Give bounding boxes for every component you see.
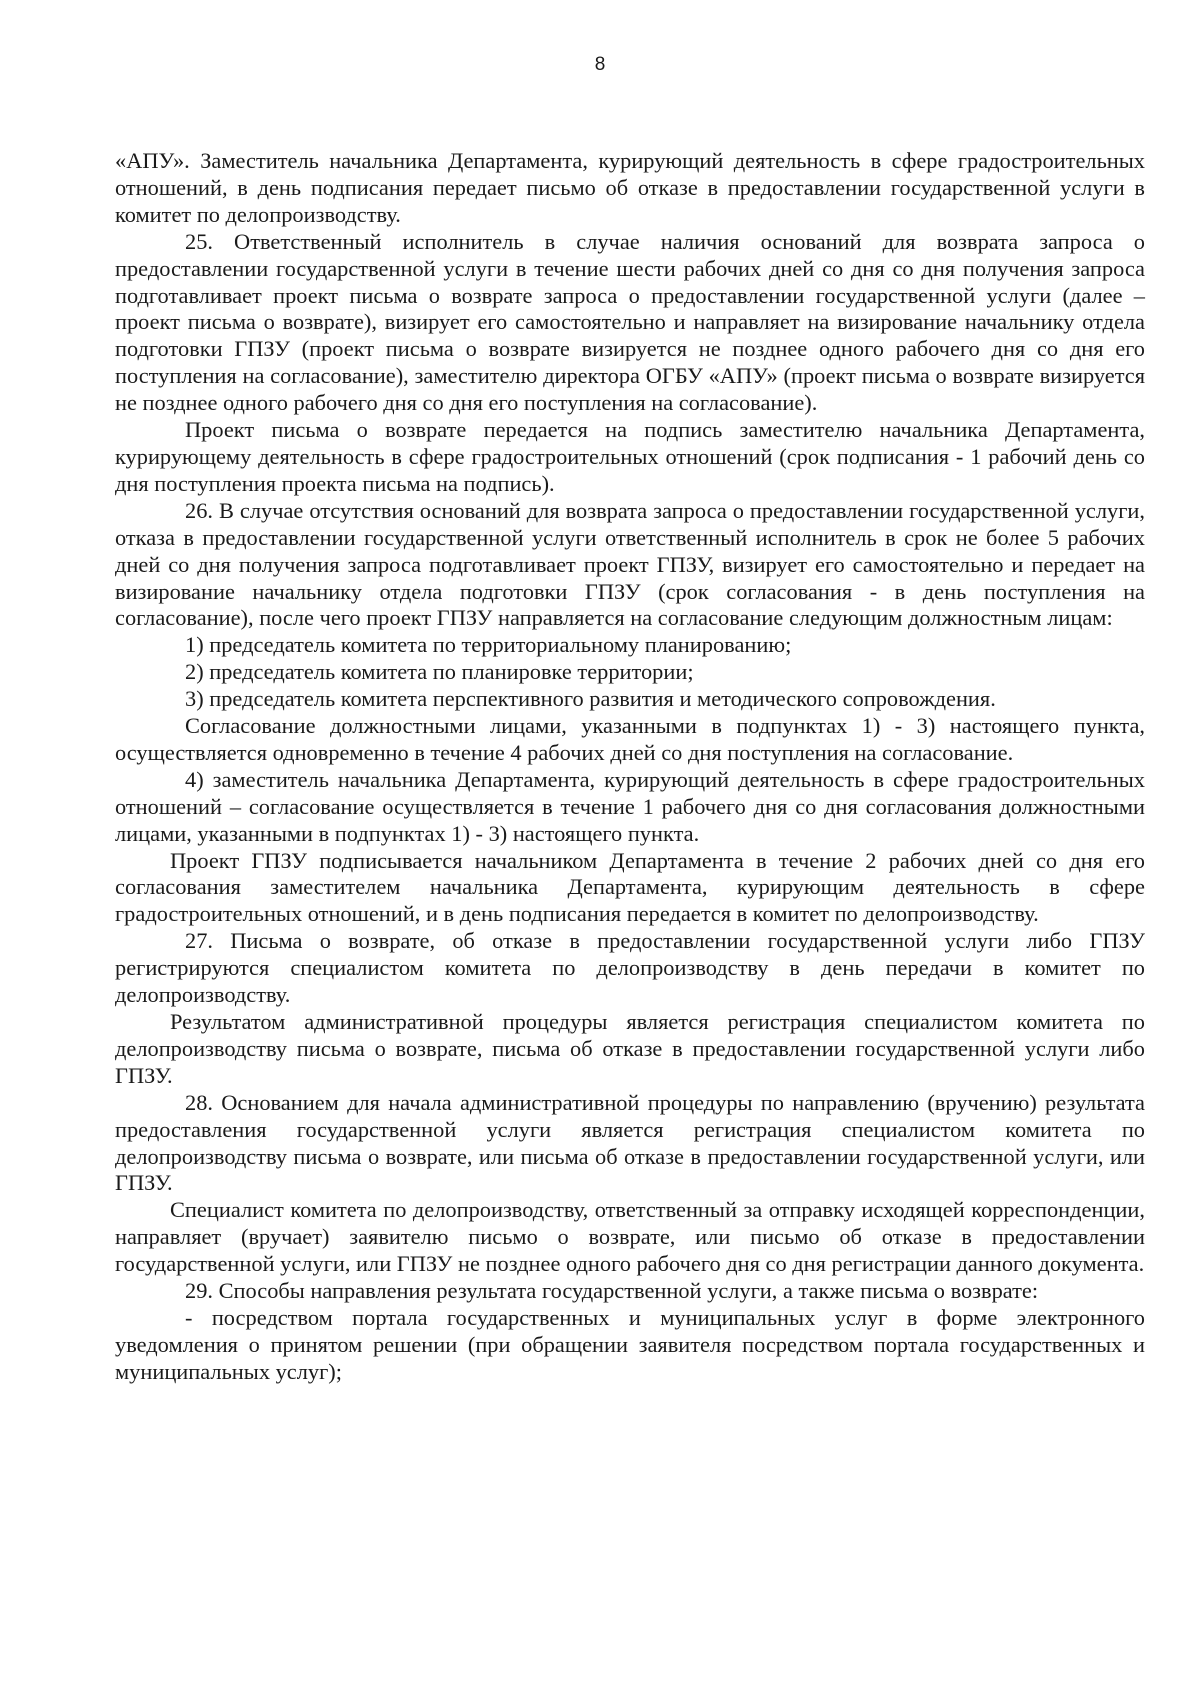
paragraph-item-25: 25. Ответственный исполнитель в случае наличия оснований для возврата запроса о предоставлении государственной услуги в течение шести рабочих дней со дня со дня получения запроса подготавливает проект письма о возврате запроса о предоставлении государственной услуги (далее – проект письма о возврате), визирует его самостоятельно и направляет на визирование начальнику отдела подготовки ГПЗУ (проект письма о возврате визируется не позднее одного рабочего дня со дня его поступления на согласование), заместителю директора ОГБУ «АПУ» (проект письма о возврате визируется не позднее одного рабочего дня со дня его поступления на согласование). xyxy=(115,228,1145,416)
page-number: 8 xyxy=(594,54,606,75)
paragraph: Проект ГПЗУ подписывается начальником Департамента в течение 2 рабочих дней со дня его согласования заместителем начальника Департамента, курирующим деятельность в сфере градостроительных отношений, и в день подписания передается в комитет по делопроизводству. xyxy=(115,847,1145,927)
paragraph-item-27: 27. Письма о возврате, об отказе в предоставлении государственной услуги либо ГПЗУ регистрируются специалистом комитета по делопроизводству в день передачи в комитет по делопроизводству. xyxy=(115,928,1145,1008)
paragraph-item-29: 29. Способы направления результата государственной услуги, а также письма о возврате: xyxy=(185,1278,1039,1304)
paragraph: Согласование должностными лицами, указанными в подпунктах 1) - 3) настоящего пункта, осуществляется одновременно в течение 4 рабочих дней со дня поступления на согласование. xyxy=(115,713,1145,765)
paragraph: «АПУ». Заместитель начальника Департамента, курирующий деятельность в сфере градостроительных отношений, в день подписания передает письмо об отказе в предоставлении государственной услуги в комитет по делопроизводству. xyxy=(115,148,1145,227)
paragraph-item-26: 26. В случае отсутствия оснований для возврата запроса о предоставлении государственной услуги, отказа в предоставлении государственной услуги ответственный исполнитель в срок не более 5 рабочих дней со дня получения запроса подготавливает проект ГПЗУ, визирует его самостоятельно и передает на визирование начальнику отдела подготовки ГПЗУ (срок согласования - в день поступления на согласование), после чего проект ГПЗУ направляется на согласование следующим должностным лицам: xyxy=(115,497,1145,631)
paragraph-item-28: 28. Основанием для начала административной процедуры по направлению (вручению) результата предоставления государственной услуги является регистрация специалистом комитета по делопроизводству письма о возврате, или письма об отказе в предоставлении государственной услуги, или ГПЗУ. xyxy=(115,1089,1145,1196)
paragraph: Результатом административной процедуры является регистрация специалистом комитета по делопроизводству письма о возврате, письма об отказе в предоставлении государственной услуги либо ГПЗУ. xyxy=(115,1009,1145,1088)
list-item: 4) заместитель начальника Департамента, курирующий деятельность в сфере градостроительных отношений – согласование осуществляется в течение 1 рабочего дня со дня согласования должностными лицами, указанными в подпунктах 1) - 3) настоящего пункта. xyxy=(115,766,1145,846)
paragraph: Специалист комитета по делопроизводству, ответственный за отправку исходящей корреспонденции, направляет (вручает) заявителю письмо о возврате, или письмо об отказе в предоставлении государственной услуги, или ГПЗУ не позднее одного рабочего дня со дня регистрации данного документа. xyxy=(115,1197,1145,1277)
document-body xyxy=(115,148,1145,1386)
list-item: - посредством портала государственных и муниципальных услуг в форме электронного уведомления о принятом решении (при обращении заявителя посредством портала государственных и муниципальных услуг); xyxy=(115,1304,1145,1384)
paragraph: Проект письма о возврате передается на подпись заместителю начальника Департамента, курирующему деятельность в сфере градостроительных отношений (срок подписания - 1 рабочий день со дня поступления проекта письма на подпись). xyxy=(115,417,1145,496)
list-item: 2) председатель комитета по планировке территории; xyxy=(185,659,694,685)
list-item: 1) председатель комитета по территориальному планированию; xyxy=(185,632,792,658)
list-item: 3) председатель комитета перспективного развития и методического сопровождения. xyxy=(185,686,996,712)
